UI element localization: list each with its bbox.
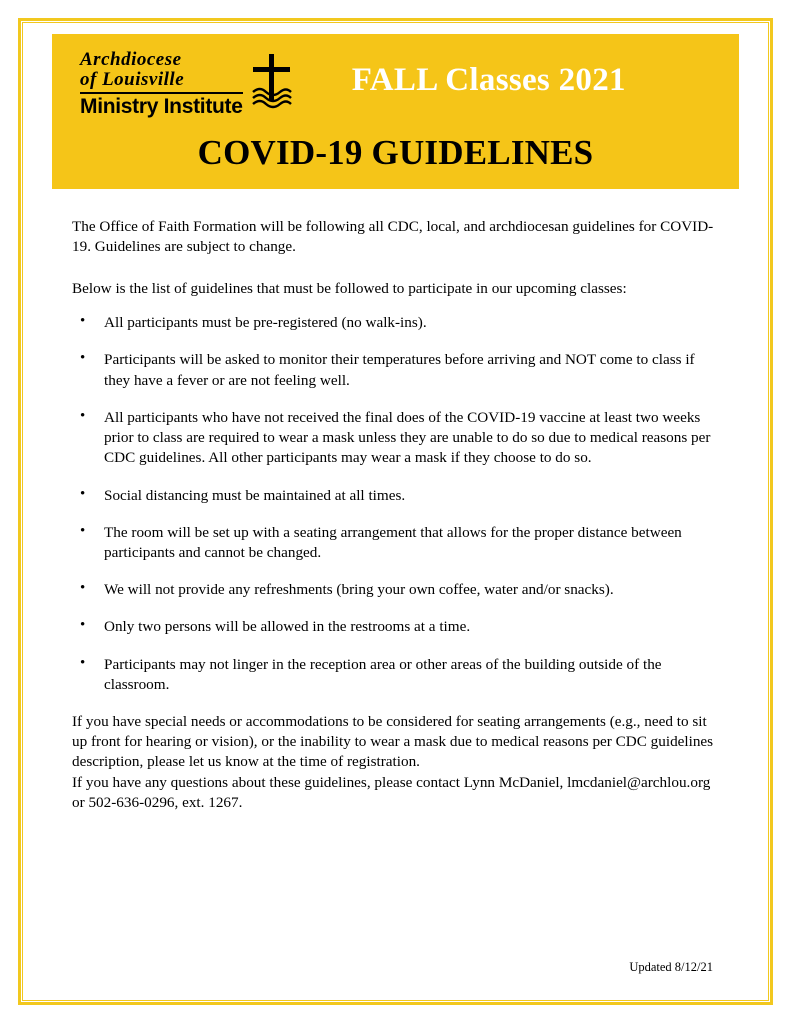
logo-divider (80, 92, 243, 94)
list-item: • All participants who have not received the final does of the COVID-19 vaccine at least two weeks prior to class are required to wear a mask unless they are unable to do so due to medical reasons per CDC guidelines. All other participants may wear a mask if they choose to do so. (72, 408, 719, 469)
closing-paragraph-1: If you have special needs or accommodations to be considered for seating arrangements (e.g., need to sit up front for hearing or vision), or the inability to wear a mask due to medical reasons per CDC guidelines description, please let us know at the time of registration. (72, 713, 714, 771)
logo-line-ministry-institute: Ministry Institute (80, 95, 243, 118)
document-content (44, 34, 747, 989)
guidelines-list (72, 313, 719, 695)
list-item: • Only two persons will be allowed in the restrooms at a time. (72, 617, 719, 637)
list-item: • All participants must be pre-registered (no walk-ins). (72, 313, 719, 333)
closing-section (72, 712, 719, 813)
intro-paragraph-2: Below is the list of guidelines that must be followed to participate in our upcoming classes: (72, 280, 627, 298)
organization-logo (66, 44, 293, 117)
header-banner (52, 34, 739, 189)
list-item: • Participants may not linger in the reception area or other areas of the building outside of the classroom. (72, 655, 719, 695)
list-item: • Participants will be asked to monitor their temperatures before arriving and NOT come to class if they have a fever or are not feeling well. (72, 350, 719, 390)
header-top-row (66, 44, 725, 117)
body-text (44, 189, 747, 813)
list-item: • The room will be set up with a seating arrangement that allows for the proper distance between participants and cannot be changed. (72, 523, 719, 563)
list-item: • We will not provide any refreshments (bring your own coffee, water and/or snacks). (72, 580, 719, 600)
page-subtitle: COVID-19 GUIDELINES (197, 133, 594, 172)
updated-stamp: Updated 8/12/21 (629, 960, 713, 974)
intro-paragraph-1: The Office of Faith Formation will be following all CDC, local, and archdiocesan guidelines for COVID-19. Guidelines are subject to change. (72, 218, 714, 256)
list-item: • Social distancing must be maintained at all times. (72, 486, 719, 506)
logo-line-of-louisville: of Louisville (80, 69, 185, 90)
closing-paragraph-2: If you have any questions about these guidelines, please contact Lynn McDaniel, lmcdaniel@archlou.org or 502-636-0296, ext. 1267. (72, 773, 711, 811)
page-title: FALL Classes 2021 (351, 62, 626, 98)
logo-text (80, 50, 243, 117)
cross-icon (249, 52, 293, 117)
logo-line-archdiocese: Archdiocese (80, 49, 182, 70)
